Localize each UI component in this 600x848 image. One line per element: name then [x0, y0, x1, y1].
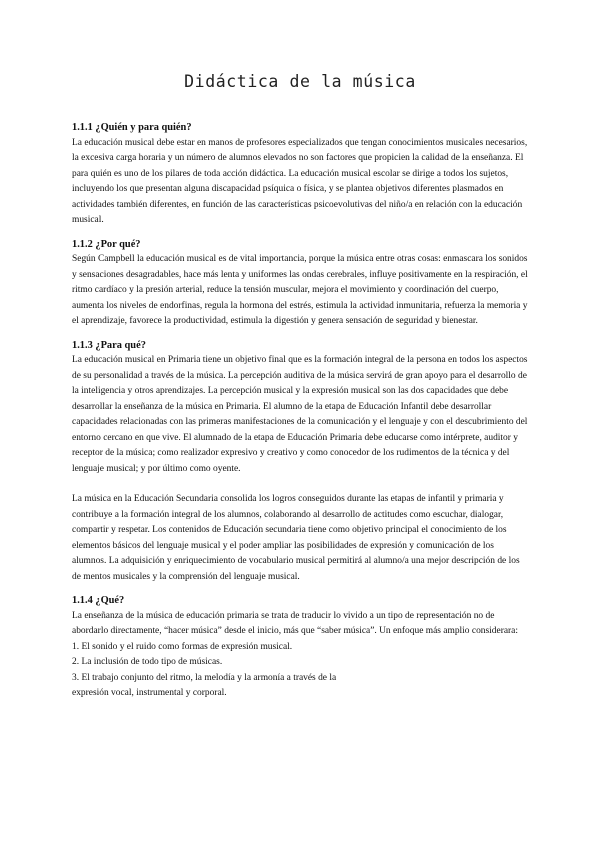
section-que [72, 593, 528, 702]
section-heading: 1.1.3 ¿Para qué? [72, 339, 146, 351]
paragraph: La música en la Educación Secundaria consolida los logros conseguidos durante las etapas de infantil y primaria y contribuye a la formación integral de los alumnos, colaborando al desarrollo de actitudes como escuchar, dialogar, compartir y respetar. Los contenidos de Educación secundaria tiene como objetivo principal el conocimiento de los elementos básicos del lenguaje musical y el poder ampliar las posibilidades de expresión y comunicación de los alumnos. La adquisición y enriquecimiento de vocabulario musical permitirá al alumno/a una mejor descripción de los de mentos musicales y la comprensión del lenguaje musical. [72, 494, 520, 582]
list-item: 2. La inclusión de todo tipo de músicas. [72, 657, 223, 667]
paragraph: La educación musical en Primaria tiene un objetivo final que es la formación integral de la persona en todos los aspectos de su personalidad a través de la música. La percepción auditiva de la música servirá de gran apoyo para el desarrollo de la inteligencia y otros aprendizajes. La percepción musical y la expresión musical son las dos capacidades que debe desarrollar la enseñanza de la música en Primaria. El alumno de la etapa de Educación Infantil debe desarrollar capacidades relacionadas con las primeras manifestaciones de la comunicación y el lenguaje y con el descubrimiento del entorno cercano en que vive. El alumnado de la etapa de Educación Primaria debe educarse como intérprete, auditor y receptor de la música; como realizador expresivo y creativo y como conocedor de los rudimentos de la técnica y del lenguaje musical; y por último como oyente. [72, 355, 528, 474]
list-item: 3. El trabajo conjunto del ritmo, la melodía y la armonía a través de la [72, 672, 337, 683]
section-heading: 1.1.2 ¿Por qué? [72, 238, 141, 250]
section-para-que [72, 338, 528, 586]
paragraph: La enseñanza de la música de educación primaria se trata de traducir lo vivido a un tipo de representación no de abordarlo directamente, “hacer música” desde el inicio, más que “saber música”. Un enfoque más amplio considerara: [72, 610, 518, 636]
paragraph: La educación musical debe estar en manos de profesores especializados que tengan conocimientos musicales necesarios, la excesiva carga horaria y un número de alumnos elevados no son factores que propicien la calidad de la enseñanza. El para quién es uno de los pilares de toda acción didáctica. La educación musical escolar se dirige a todos los sujetos, incluyendo los que presentan alguna discapacidad psíquica o física, y se plantea objetivos diferentes plasmados en actividades también diferentes, en función de las características psicoevolutivas del niño/a en relación con la educación musical. [72, 137, 528, 225]
section-por-que [72, 237, 528, 330]
numbered-list [72, 640, 528, 702]
list-item: expresión vocal, instrumental y corporal. [72, 688, 227, 698]
paragraph: Según Campbell la educación musical es de vital importancia, porque la música entre otras cosas: enmascara los sonidos y sensaciones desagradables, hace más lenta y uniformes las ondas cerebrales, influye positivamente en la respiración, el ritmo cardíaco y la presión arterial, reduce la tensión muscular, mejora el movimiento y coordinación del cuerpo, aumenta los niveles de endorfinas, regula la hormona del estrés, estimula la actividad inmunitaria, refuerza la memoria y el aprendizaje, favorece la productividad, estimula la digestión y genera sensación de seguridad y bienestar. [72, 254, 528, 326]
document-content [72, 120, 528, 702]
document-title: Didáctica de la música [184, 72, 416, 91]
section-heading: 1.1.1 ¿Quién y para quién? [72, 122, 192, 133]
section-quien [72, 120, 528, 229]
list-item: 1. El sonido y el ruido como formas de expresión musical. [72, 641, 293, 652]
section-heading: 1.1.4 ¿Qué? [72, 595, 125, 606]
